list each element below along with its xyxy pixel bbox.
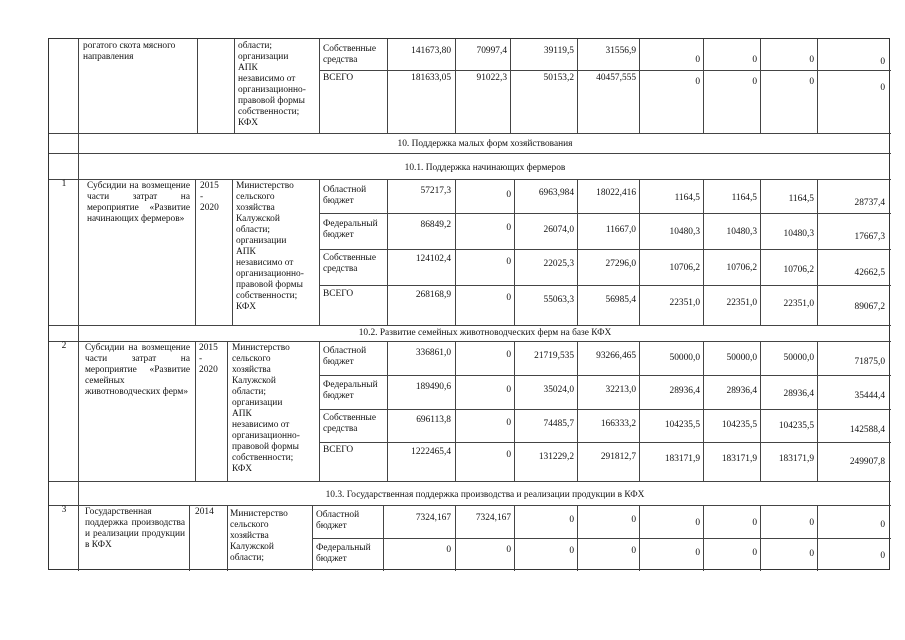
value-cell: 131229,2 [538, 452, 574, 462]
col-divider [195, 179, 196, 325]
value-cell: 55063,3 [543, 295, 574, 305]
col-divider [703, 341, 704, 481]
col-divider [455, 179, 456, 325]
executor-text: Министерство сельского хозяйства Калужской области; организации АПК независимо от организационно- правовой формы собственности; КФХ [236, 181, 304, 312]
col-divider [639, 179, 640, 325]
period: 2015 - 2020 [200, 181, 219, 213]
source-label: ВСЕГО [323, 445, 354, 455]
row-divider [49, 325, 891, 326]
value-cell: 183171,9 [721, 454, 757, 464]
value-cell: 0 [752, 518, 757, 528]
value-cell: 10480,3 [669, 227, 700, 237]
col-divider [817, 39, 818, 133]
measure-name: рогатого скота мясного направления [83, 41, 176, 62]
value-cell: 35024,0 [543, 385, 574, 395]
value-cell: 1222465,4 [411, 447, 451, 457]
col-divider [387, 39, 388, 133]
value-cell: 10480,3 [783, 229, 814, 239]
col-divider [577, 341, 578, 481]
value-cell: 183171,9 [778, 454, 814, 464]
col-divider [760, 39, 761, 133]
value-cell: 22351,0 [783, 299, 814, 309]
col-divider [817, 341, 818, 481]
value-cell: 104235,5 [721, 420, 757, 430]
value-cell: 0 [695, 518, 700, 528]
source-label: Федеральный бюджет [323, 380, 378, 401]
value-cell: 0 [880, 551, 885, 561]
row-divider [319, 70, 891, 71]
value-cell: 93266,465 [596, 351, 636, 361]
value-cell: 35444,4 [854, 391, 885, 401]
row-divider [49, 179, 891, 180]
value-cell: 50000,0 [783, 353, 814, 363]
value-cell: 0 [631, 546, 636, 556]
col-divider [760, 179, 761, 325]
col-divider [319, 39, 320, 133]
value-cell: 268168,9 [415, 290, 451, 300]
value-cell: 0 [506, 418, 511, 428]
row-divider [49, 133, 891, 134]
value-cell: 0 [695, 77, 700, 87]
value-cell: 40457,555 [596, 73, 636, 83]
value-cell: 10706,2 [726, 263, 757, 273]
value-cell: 183171,9 [664, 454, 700, 464]
value-cell: 0 [880, 83, 885, 93]
value-cell: 56985,4 [605, 295, 636, 305]
row-number: 2 [61, 341, 67, 351]
value-cell: 32213,0 [605, 385, 636, 395]
col-divider [639, 39, 640, 133]
value-cell: 71875,0 [854, 357, 885, 367]
row-divider [49, 481, 891, 482]
source-label: Собственные средства [323, 413, 376, 434]
col-divider [319, 341, 320, 481]
value-cell: 0 [506, 190, 511, 200]
col-divider [703, 179, 704, 325]
col-divider [760, 341, 761, 481]
value-cell: 26074,0 [543, 225, 574, 235]
value-cell: 0 [506, 450, 511, 460]
value-cell: 74485,7 [543, 419, 574, 429]
value-cell: 0 [809, 77, 814, 87]
value-cell: 696113,8 [416, 415, 451, 425]
value-cell: 22025,3 [543, 259, 574, 269]
value-cell: 0 [880, 520, 885, 530]
row-divider [319, 375, 891, 376]
value-cell: 0 [569, 515, 574, 525]
col-divider [189, 505, 190, 571]
value-cell: 291812,7 [600, 452, 636, 462]
value-cell: 0 [752, 77, 757, 87]
col-divider [195, 341, 196, 481]
subsection-heading: 10.2. Развитие семейных животноводческих ферм на базе КФХ [358, 328, 612, 338]
col-divider [387, 341, 388, 481]
value-cell: 28936,4 [726, 386, 757, 396]
value-cell: 10706,2 [783, 265, 814, 275]
value-cell: 0 [506, 350, 511, 360]
value-cell: 11667,0 [605, 225, 636, 235]
value-cell: 141673,80 [411, 46, 451, 56]
value-cell: 17667,3 [854, 232, 885, 242]
value-cell: 18022,416 [596, 188, 636, 198]
col-divider [455, 39, 456, 133]
value-cell: 1164,5 [731, 193, 757, 203]
value-cell: 0 [809, 518, 814, 528]
subsection-heading: 10.1. Поддержка начинающих фермеров [404, 163, 566, 173]
value-cell: 0 [506, 223, 511, 233]
col-divider [577, 39, 578, 133]
value-cell: 0 [506, 257, 511, 267]
value-cell: 50000,0 [726, 353, 757, 363]
value-cell: 0 [569, 546, 574, 556]
col-divider [232, 179, 233, 325]
value-cell: 28737,4 [854, 198, 885, 208]
col-divider [197, 39, 198, 133]
col-divider [817, 179, 818, 325]
value-cell: 6963,984 [538, 188, 574, 198]
value-cell: 70997,4 [476, 46, 507, 56]
value-cell: 86849,2 [420, 220, 451, 230]
value-cell: 0 [506, 545, 511, 555]
value-cell: 31556,9 [605, 46, 636, 56]
value-cell: 124102,4 [415, 254, 451, 264]
value-cell: 0 [809, 55, 814, 65]
col-divider [577, 179, 578, 325]
source-label: Областной бюджет [316, 510, 360, 531]
row-number: 3 [61, 505, 67, 515]
executor-text: области; организации АПК независимо от организационно- правовой формы собственности; КФХ [238, 41, 306, 128]
value-cell: 10706,2 [669, 263, 700, 273]
value-cell: 22351,0 [669, 298, 700, 308]
value-cell: 91022,3 [476, 73, 507, 83]
value-cell: 7324,167 [475, 513, 511, 523]
row-divider [319, 249, 891, 250]
value-cell: 57217,3 [420, 186, 451, 196]
period: 2014 [195, 507, 214, 517]
row-divider [49, 341, 891, 342]
value-cell: 28936,4 [669, 386, 700, 396]
value-cell: 39119,5 [543, 46, 574, 56]
value-cell: 22351,0 [726, 298, 757, 308]
value-cell: 50000,0 [669, 353, 700, 363]
value-cell: 42662,5 [854, 268, 885, 278]
value-cell: 0 [752, 548, 757, 558]
section-heading: 10. Поддержка малых форм хозяйствования [397, 139, 573, 149]
col-divider [703, 39, 704, 133]
value-cell: 104235,5 [664, 420, 700, 430]
value-cell: 0 [695, 548, 700, 558]
source-label: Собственные средства [323, 44, 376, 65]
row-divider [49, 505, 891, 506]
row-divider [312, 538, 891, 539]
measure-name: Государственная поддержка производства и реализации продукции в КФХ [85, 507, 185, 550]
measure-name: Субсидии на возмещение части затрат на мероприятие «Развитие начинающих фермеров» [87, 181, 190, 224]
budget-table [48, 38, 890, 570]
row-divider [319, 285, 891, 286]
value-cell: 104235,5 [778, 421, 814, 431]
col-divider [639, 341, 640, 481]
value-cell: 249907,8 [849, 457, 885, 467]
value-cell: 50153,2 [543, 73, 574, 83]
value-cell: 142588,4 [849, 425, 885, 435]
col-divider [227, 505, 228, 571]
col-divider [234, 39, 235, 133]
row-divider [319, 409, 891, 410]
source-label: ВСЕГО [323, 289, 354, 299]
value-cell: 1164,5 [788, 194, 814, 204]
value-cell: 166333,2 [600, 419, 636, 429]
col-divider [455, 341, 456, 481]
col-divider [514, 179, 515, 325]
value-cell: 0 [695, 55, 700, 65]
source-label: ВСЕГО [323, 73, 354, 83]
value-cell: 336861,0 [415, 348, 451, 358]
value-cell: 0 [506, 385, 511, 395]
col-divider [510, 39, 511, 133]
col-divider [514, 341, 515, 481]
measure-name: Субсидии на возмещение части затрат на мероприятие «Развитие семейных животноводческих ферм» [85, 343, 190, 397]
col-divider [319, 179, 320, 325]
value-cell: 1164,5 [674, 193, 700, 203]
value-cell: 0 [880, 57, 885, 67]
row-divider [319, 213, 891, 214]
source-label: Областной бюджет [323, 346, 367, 367]
period: 2015 - 2020 [199, 343, 218, 375]
value-cell: 0 [446, 545, 451, 555]
source-label: Собственные средства [323, 253, 376, 274]
value-cell: 0 [809, 549, 814, 559]
value-cell: 21719,535 [534, 351, 574, 361]
value-cell: 89067,2 [854, 302, 885, 312]
value-cell: 0 [752, 55, 757, 65]
value-cell: 28936,4 [783, 389, 814, 399]
value-cell: 181633,05 [411, 73, 451, 83]
row-number: 1 [61, 179, 67, 189]
col-divider [387, 179, 388, 325]
executor-text: Министерство сельского хозяйства Калужской области; [230, 509, 288, 563]
source-label: Федеральный бюджет [316, 543, 371, 564]
value-cell: 27296,0 [605, 259, 636, 269]
subsection-heading: 10.3. Государственная поддержка производства и реализации продукции в КФХ [325, 490, 645, 500]
source-label: Федеральный бюджет [323, 219, 378, 240]
row-divider [319, 442, 891, 443]
source-label: Областной бюджет [323, 185, 367, 206]
row-divider [49, 153, 891, 154]
value-cell: 0 [631, 515, 636, 525]
value-cell: 0 [506, 293, 511, 303]
executor-text: Министерство сельского хозяйства Калужской области; организации АПК независимо от организационно- правовой формы собственности; КФХ [232, 343, 300, 474]
value-cell: 10480,3 [726, 227, 757, 237]
value-cell: 7324,167 [415, 513, 451, 523]
col-divider [227, 341, 228, 481]
value-cell: 189490,6 [415, 382, 451, 392]
